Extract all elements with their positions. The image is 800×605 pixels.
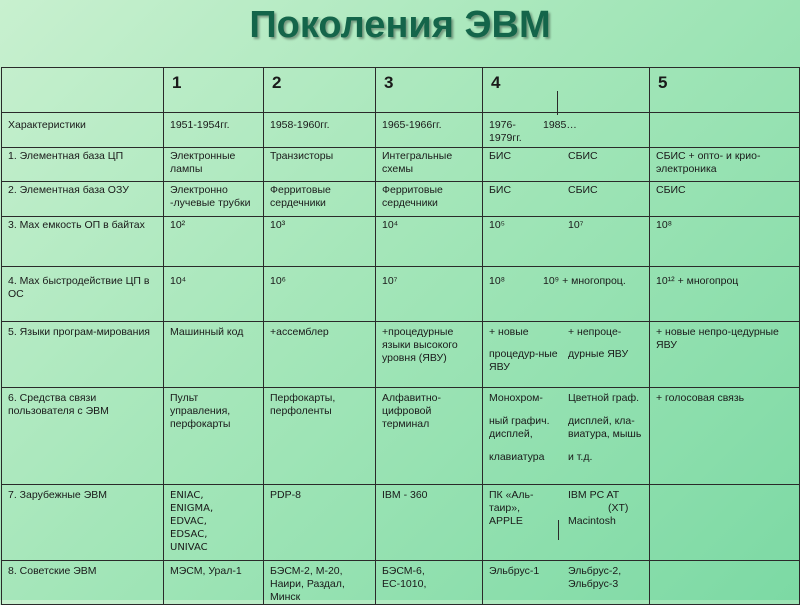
row-label: 3. Max емкость ОП в байтах (2, 217, 164, 267)
cell-part-b: 10⁷ (568, 219, 584, 231)
cell: Интегральные схемы (376, 148, 483, 182)
cell: СБИС (650, 182, 800, 217)
table-row (2, 485, 800, 561)
row-label: 2. Элементная база ОЗУ (2, 182, 164, 217)
cell: 10² (164, 217, 264, 267)
line: IBM PC AT (568, 489, 620, 501)
cell-part-a (489, 489, 564, 528)
cell-part-b: 10⁹ + многопроц. (543, 275, 626, 287)
table-row (2, 322, 800, 388)
line: ЕС-1010, (382, 578, 427, 590)
line: APPLE (489, 515, 523, 527)
table-row (2, 561, 800, 605)
line: Цветной граф. (568, 392, 640, 404)
cell-part-b: СБИС (568, 150, 598, 162)
line: Macintosh (568, 515, 616, 527)
line: Минск (270, 591, 301, 603)
row-label: 6. Средства связи пользователя с ЭВМ (2, 388, 164, 485)
line: клавиатура (489, 451, 545, 463)
cell: Машинный код (164, 322, 264, 388)
line: EDSAC, (170, 529, 208, 540)
cell-part-b (564, 489, 643, 528)
line: Монохром- (489, 392, 543, 404)
cell-part-a: 10⁵ (489, 219, 506, 231)
cell-gen-4 (483, 322, 650, 388)
cell: 10⁴ (164, 267, 264, 322)
row-label: 5. Языки програм-мирования (2, 322, 164, 388)
cell-gen-4 (483, 485, 650, 561)
cell-gen-2 (264, 561, 376, 605)
cell-gen-4 (483, 182, 650, 217)
row-label: 1. Элементная база ЦП (2, 148, 164, 182)
cell-gen-4 (483, 267, 650, 322)
cell: + новые непро-цедурные ЯВУ (650, 322, 800, 388)
cell: 1951-1954гг. (164, 113, 264, 148)
cell: МЭСМ, Урал-1 (164, 561, 264, 605)
cell: +ассемблер (264, 322, 376, 388)
cell-gen-3 (376, 561, 483, 605)
cell: СБИС + опто- и крио-электроника (650, 148, 800, 182)
header-gen-1: 1 (164, 68, 264, 113)
line: UNIVAC (170, 542, 208, 553)
line: Эльбрус-3 (568, 578, 619, 590)
cell: +процедурные языки высокого уровня (ЯВУ) (376, 322, 483, 388)
cell: Алфавитно-цифровой терминал (376, 388, 483, 485)
cell-gen-4 (483, 113, 650, 148)
cell: 10¹² + многопроц (650, 267, 800, 322)
line: ПК «Аль- (489, 489, 534, 501)
header-cell-empty (2, 68, 164, 113)
table-row (2, 217, 800, 267)
cell-gen-4 (483, 217, 650, 267)
cell: IBM - 360 (376, 485, 483, 561)
cell: Ферритовые сердечники (264, 182, 376, 217)
row-label: Характеристики (2, 113, 164, 148)
table-row (2, 388, 800, 485)
cell-part-a: 10⁸ (489, 275, 506, 287)
row-label: 4. Max быстродействие ЦП в ОС (2, 267, 164, 322)
cell: 10⁸ (650, 217, 800, 267)
line: процедур-ные ЯВУ (489, 348, 558, 373)
line: Эльбрус-2, (568, 565, 622, 577)
cell: Транзисторы (264, 148, 376, 182)
table-row (2, 267, 800, 322)
line: EDVAC, (170, 516, 207, 527)
line: ENIGMA, (170, 503, 214, 514)
cell-part-a (489, 392, 564, 464)
header-gen-5: 5 (650, 68, 800, 113)
table-row (2, 182, 800, 217)
header-gen-3: 3 (376, 68, 483, 113)
row-label: 7. Зарубежные ЭВМ (2, 485, 164, 561)
header-gen-4: 4 (483, 68, 650, 113)
cell-gen-1 (164, 485, 264, 561)
cell (650, 113, 800, 148)
cell: Ферритовые сердечники (376, 182, 483, 217)
cell: 1965-1966гг. (376, 113, 483, 148)
cell: Пульт управления, перфокарты (164, 388, 264, 485)
line: Наири, Раздал, (270, 578, 345, 590)
line: и т.д. (568, 451, 593, 463)
cell-gen-4 (483, 148, 650, 182)
cell: PDP-8 (264, 485, 376, 561)
cell-part-a: БИС (489, 184, 512, 196)
slide-title: Поколения ЭВМ (249, 4, 551, 46)
header-row (2, 68, 800, 113)
table-row (2, 113, 800, 148)
row-label: 8. Советские ЭВМ (2, 561, 164, 605)
cell (650, 561, 800, 605)
line: ENIAC, (170, 490, 204, 501)
cell (650, 485, 800, 561)
cell-gen-4 (483, 388, 650, 485)
cell-part-a: БИС (489, 150, 512, 162)
cell: 10⁶ (264, 267, 376, 322)
cell: Перфокарты, перфоленты (264, 388, 376, 485)
cell: 10⁷ (376, 267, 483, 322)
line: БЭСМ-6, (382, 565, 425, 577)
cell: Электронные лампы (164, 148, 264, 182)
line: таир», (489, 502, 520, 514)
cell: 10³ (264, 217, 376, 267)
generations-table (1, 67, 800, 605)
line: ный графич. дисплей, (489, 415, 550, 440)
line: (XT) (608, 502, 629, 514)
divider-line (558, 520, 559, 540)
line: дисплей, кла-виатура, мышь (568, 415, 642, 440)
cell: Электронно -лучевые трубки (164, 182, 264, 217)
cell-part-b: 1985… (543, 119, 577, 131)
cell-part-a (489, 326, 564, 374)
cell-part-b (564, 326, 643, 374)
header-gen-2: 2 (264, 68, 376, 113)
line: дурные ЯВУ (568, 348, 629, 360)
line: + непроце- (568, 326, 622, 338)
table-row (2, 148, 800, 182)
cell-part-a: 1976-1979гг. (489, 119, 522, 144)
line: + новые (489, 326, 529, 338)
divider-line (557, 91, 558, 115)
cell-part-b: СБИС (568, 184, 598, 196)
cell: + голосовая связь (650, 388, 800, 485)
line: БЭСМ-2, М-20, (270, 565, 343, 577)
cell-part-a: Эльбрус-1 (489, 565, 540, 577)
cell-part-b (564, 565, 643, 591)
cell-part-b (564, 392, 643, 464)
cell: 10⁴ (376, 217, 483, 267)
cell-gen-4 (483, 561, 650, 605)
cell: 1958-1960гг. (264, 113, 376, 148)
